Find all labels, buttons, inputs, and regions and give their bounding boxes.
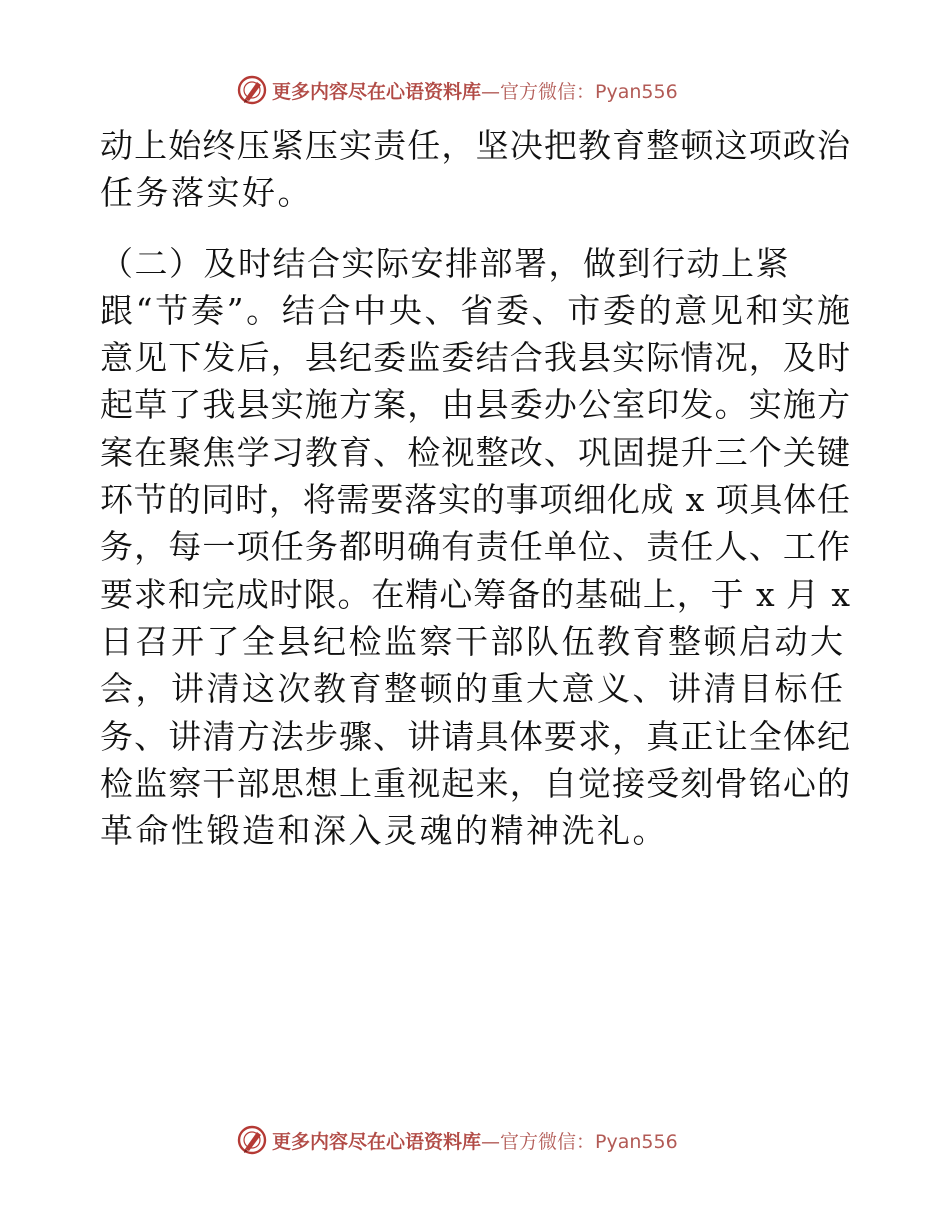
text-line: 环节的同时，将需要落实的事项细化成 x 项具体任 (100, 480, 850, 520)
text-line: 跟“节奏”。结合中央、省委、市委的意见和实施 (100, 290, 850, 330)
paragraph-1 (100, 122, 850, 217)
watermark-text: 更多内容尽在心语资料库—官方微信：Pyan556 (272, 80, 678, 103)
text-line: 会，讲清这次教育整顿的重大意义、讲清目标任 (100, 669, 846, 709)
footer-watermark (236, 1123, 678, 1157)
document-body (100, 122, 850, 854)
text-line: 动上始终压紧压实责任，坚决把教育整顿这项政治 (100, 126, 850, 165)
text-line: 检监察干部思想上重视起来，自觉接受刻骨铭心的 (100, 763, 850, 803)
text-line: 务，每一项任务都明确有责任单位、责任人、工作 (100, 527, 850, 567)
header-watermark (236, 73, 678, 107)
watermark-text: 更多内容尽在心语资料库—官方微信：Pyan556 (272, 1130, 678, 1153)
text-line: 起草了我县实施方案，由县委办公室印发。实施方 (100, 385, 850, 425)
text-line: 意见下发后，县纪委监委结合我县实际情况，及时 (100, 338, 850, 378)
text-line: 任务落实好。 (100, 173, 313, 213)
text-line: 案在聚焦学习教育、检视整改、巩固提升三个关键 (100, 432, 850, 472)
text-line: 日召开了全县纪检监察干部队伍教育整顿启动大 (100, 621, 846, 661)
paragraph-2 (100, 240, 850, 855)
text-line: 务、讲清方法步骤、讲请具体要求，真正让全体纪 (100, 716, 850, 756)
pen-logo-icon (236, 74, 268, 106)
section-heading-line: （二）及时结合实际安排部署，做到行动上紧 (100, 243, 790, 283)
text-line: 革命性锻造和深入灵魂的精神洗礼。 (100, 811, 668, 851)
pen-logo-icon (236, 1124, 268, 1156)
text-line: 要求和完成时限。在精心筹备的基础上，于 x 月 x (100, 574, 850, 614)
